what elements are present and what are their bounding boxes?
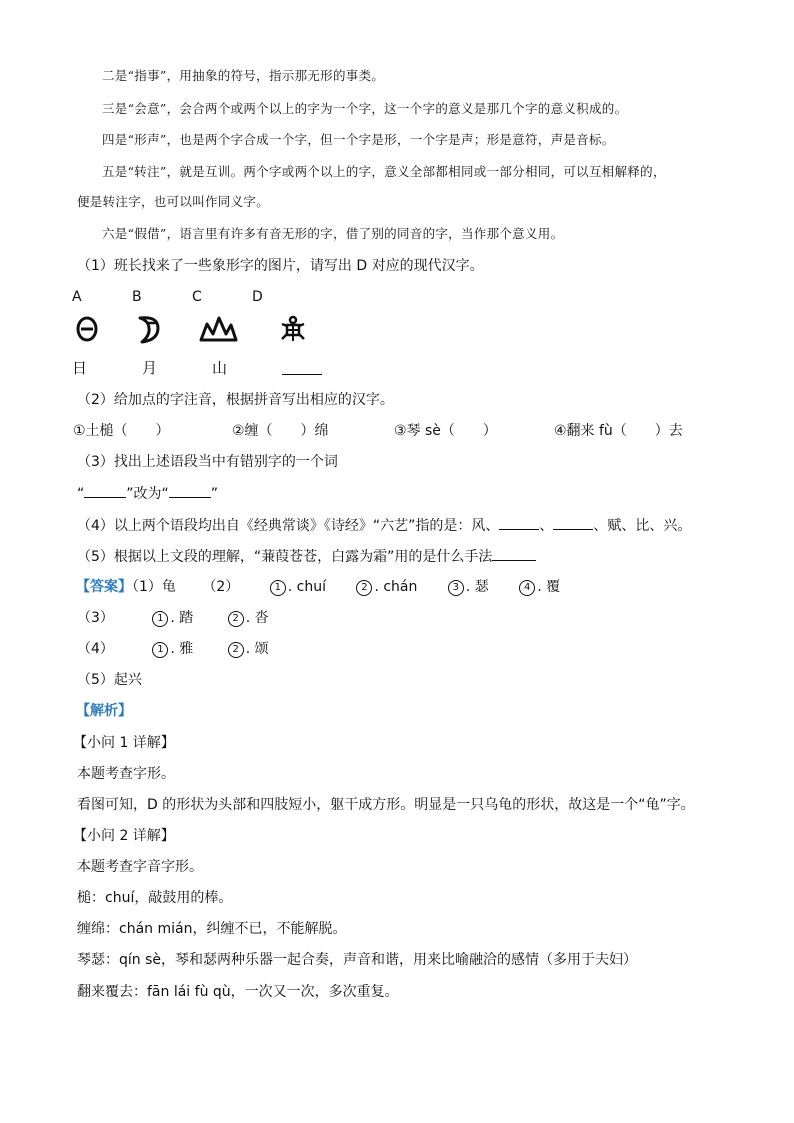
answer-2-item-1: chuí (296, 579, 326, 595)
answer-3-item-2: 沓 (254, 610, 269, 626)
q3-blank-correct[interactable] (169, 483, 211, 498)
answer-4-label: （4） (77, 641, 114, 657)
answer-1: （1）龟 (132, 579, 176, 595)
circled-number-1: 1 (270, 580, 286, 596)
option-letter-c: C (192, 289, 202, 305)
circled-number-2: 2 (228, 611, 244, 627)
analysis-s2-line-3: 缠绵：chán mián，纠缠不已，不能解脱。 (77, 921, 347, 937)
passage-line-huiyi: 三是“会意”，会合两个或两个以上的字为一个字，这一个字的意义是那几个字的意义积成的。 (102, 101, 628, 116)
q3-mid-text: ”改为“ (126, 486, 169, 502)
answer-2-item-3: 瑟 (474, 579, 489, 595)
q2-item-3: ③琴 sè（ ） (394, 423, 497, 439)
analysis-s2-title: 【小问 2 详解】 (73, 828, 175, 844)
analysis-s2-line-5: 翻来覆去：fān lái fù qù，一次又一次，多次重复。 (77, 984, 399, 1000)
q4-sep: 、 (539, 518, 554, 534)
answer-tag: 【答案】 (76, 579, 132, 595)
question-4-prompt: （4）以上两个语段均出自《经典常谈》《诗经》“六艺”指的是：风、 (77, 518, 500, 534)
answer-3-label: （3） (77, 610, 114, 626)
turtle-pictograph-icon (278, 314, 308, 344)
passage-line-zhuanzhu-2: 便是转注字，也可以叫作同义字。 (77, 194, 270, 209)
passage-line-zhishi: 二是“指事”，用抽象的符号，指示那无形的事类。 (102, 68, 385, 83)
answer-row-1: 【答案】（1）龟 （2） 1 . chuí 2 . chán 3 . 瑟 4 . 覆 (76, 579, 561, 595)
answer-3-item-1: 踏 (179, 610, 194, 626)
question-3-prompt: （3）找出上述语段当中有错别字的一个词 (77, 454, 338, 470)
modern-char-c: 山 (212, 359, 228, 377)
q5-blank[interactable] (492, 546, 536, 561)
analysis-s1-line-1: 本题考查字形。 (77, 766, 175, 782)
q2-item-4: ④翻来 fù（ ）去 (554, 423, 683, 439)
circled-number-2: 2 (356, 580, 372, 596)
q2-item-1: ①土槌（ ） (73, 423, 170, 439)
analysis-s1-line-2: 看图可知，D 的形状为头部和四肢短小，躯干成方形。明显是一只乌龟的形状，故这是一个“龟”字。 (77, 797, 695, 813)
answer-row-3: （3） 1 . 踏 2 . 沓 (77, 610, 269, 626)
q3-open-quote: “ (77, 486, 85, 502)
question-5-prompt: （5）根据以上文段的理解，“蒹葭苍苍，白露为霜”用的是什么手法 (77, 549, 493, 565)
question-4-line (77, 515, 691, 536)
circled-number-2: 2 (228, 642, 244, 658)
q3-blank-wrong[interactable] (84, 483, 126, 498)
answer-2-item-4: 覆 (546, 579, 561, 595)
q3-answer-line (77, 483, 218, 504)
answer-2-label: （2） (202, 579, 240, 595)
q3-close-quote: ” (210, 486, 219, 502)
question-2-prompt: （2）给加点的字注音，根据拼音写出相应的汉字。 (77, 392, 394, 408)
option-letter-a: A (72, 289, 82, 305)
modern-char-b: 月 (142, 359, 158, 377)
passage-line-jiajie: 六是“假借”，语言里有许多有音无形的字，借了别的同音的字，当作那个意义用。 (102, 226, 564, 241)
passage-line-xingsheng: 四是“形声”，也是两个字合成一个字，但一个字是形，一个字是声；形是意符，声是音标。 (102, 132, 615, 147)
circled-number-1: 1 (152, 611, 168, 627)
q4-tail: 、赋、比、兴。 (593, 518, 692, 534)
sun-pictograph-icon (74, 314, 100, 344)
answer-blank-d[interactable] (282, 360, 322, 375)
answer-4-item-1: 雅 (179, 641, 194, 657)
option-letter-d: D (252, 289, 263, 305)
q4-blank-1[interactable] (499, 515, 539, 530)
analysis-tag: 【解析】 (76, 703, 132, 719)
mountain-pictograph-icon (198, 314, 238, 344)
q2-item-2: ②缠（ ）绵 (232, 423, 329, 439)
question-1-prompt: （1）班长找来了一些象形字的图片，请写出 D 对应的现代汉字。 (77, 258, 484, 274)
option-letter-b: B (132, 289, 142, 305)
answer-4-item-2: 颂 (254, 641, 269, 657)
answer-row-4: （4） 1 . 雅 2 . 颂 (77, 641, 269, 657)
answer-2-item-2: chán (383, 579, 418, 595)
circled-number-1: 1 (152, 642, 168, 658)
analysis-s2-line-4: 琴瑟：qín sè，琴和瑟两种乐器一起合奏，声音和谐，用来比喻融洽的感情（多用于夫妇） (77, 952, 638, 968)
q4-blank-2[interactable] (553, 515, 593, 530)
analysis-s2-line-2: 槌：chuí，敲鼓用的棒。 (77, 890, 233, 906)
modern-char-a: 日 (72, 359, 88, 377)
circled-number-3: 3 (448, 580, 464, 596)
moon-pictograph-icon (134, 314, 164, 344)
question-5-line (77, 546, 536, 567)
passage-line-zhuanzhu-1: 五是“转注”，就是互训。两个字或两个以上的字，意义全部都相同或一部分相同，可以互相解释的， (102, 164, 666, 179)
analysis-s1-title: 【小问 1 详解】 (73, 735, 175, 751)
circled-number-4: 4 (519, 580, 535, 596)
answer-5: （5）起兴 (77, 672, 142, 688)
analysis-s2-line-1: 本题考查字音字形。 (77, 859, 203, 875)
